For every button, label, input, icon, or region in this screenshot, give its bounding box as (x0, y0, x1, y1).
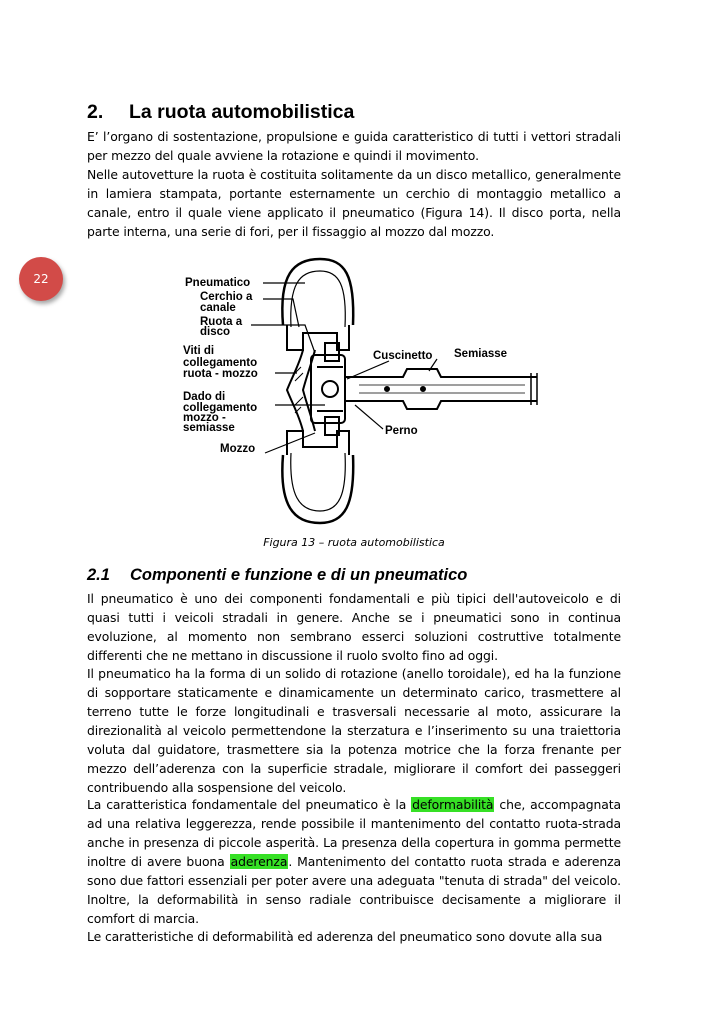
label-viti-1: Viti di (183, 345, 215, 357)
label-cuscinetto: Cuscinetto (373, 350, 433, 362)
wheel-diagram (175, 255, 555, 535)
label-ruota-1: Ruota a (200, 316, 243, 328)
label-semiasse: Semiasse (454, 348, 508, 360)
label-viti-2: collegamento (183, 357, 258, 369)
label-dado-2: collegamento (183, 402, 258, 414)
label-dado-3: mozzo - (183, 412, 226, 424)
subsection-paragraph-2: Il pneumatico ha la forma di un solido di rotazione (anello toroidale), ed ha la funzione di sopportare staticamente e dinamicamente un determinato carico, trasmettere al terreno tutte le forze longitudinali e trasversali necessarie al moto, assicurare la direzionalità al veicolo permettendone la sterzatura e l’inserimento su una traiettoria voluta dal guidatore, trasmettere sia la potenza motrice che la forza frenante per mezzo dell’aderenza con la superficie stradale, migliorare il comfort dei passeggeri contribuendo alla sospensione del veicolo. (87, 666, 621, 795)
subsection-title: Componenti e funzione e di un pneumatico (130, 566, 468, 584)
label-perno: Perno (385, 425, 418, 437)
section-paragraph-2: Nelle autovetture la ruota è costituita solitamente da un disco metallico, generalmente in lamiera stampata, portante esternamente un cerchio di montaggio metallico a canale, entro il quale viene applicato il pneumatico (Figura 14). Il disco porta, nella parte interna, una serie di fori, per il fissaggio al mozzo dal mozzo. (87, 167, 621, 239)
label-pneumatico: Pneumatico (185, 277, 251, 289)
subsection-number: 2.1 (87, 566, 110, 584)
label-cerchio-1: Cerchio a (200, 291, 253, 303)
subsection-paragraph-1: Il pneumatico è uno dei componenti fondamentali e più tipici dell'autoveicolo e di quasi tutti i veicoli stradali in genere. Anche se i pneumatici sono in continua evoluzione, al momento non sembrano esserci soluzioni costruttive totalmente differenti che ne mettano in discussione il ruolo svolto fino ad oggi. (87, 591, 621, 663)
label-dado-1: Dado di (183, 391, 226, 403)
section-number: 2. (87, 101, 104, 123)
section-paragraph-1: E’ l’organo di sostentazione, propulsione e guida caratteristico di tutti i vettori stradali per mezzo del quale avviene la rotazione e quindi il movimento. (87, 129, 621, 163)
section-heading (87, 101, 354, 124)
highlight-deformabilita: deformabilità (412, 797, 494, 812)
highlight-aderenza: aderenza (230, 854, 288, 869)
subsection-heading (87, 566, 467, 585)
page-number: 22 (33, 272, 49, 286)
page-number-badge (19, 257, 63, 301)
figure-caption: Figura 13 – ruota automobilistica (263, 536, 445, 549)
label-viti-3: ruota - mozzo (183, 368, 258, 380)
label-ruota-2: disco (200, 326, 231, 338)
label-mozzo: Mozzo (220, 443, 256, 455)
subsection-paragraph-4: Le caratteristiche di deformabilità ed aderenza del pneumatico sono dovute alla sua (87, 929, 603, 944)
label-cerchio-2: canale (200, 302, 236, 314)
subsection-paragraph-3: La caratteristica fondamentale del pneumatico è la deformabilità che, accompagnata ad una relativa leggerezza, rende possibile il mantenimento del contatto ruota-strada anche in presenza di piccole asperità. La presenza della copertura in gomma permette inoltre di avere buona aderenza. Mantenimento del contatto ruota strada e aderenza sono due fattori essenziali per poter avere una adeguata "tenuta di strada" del veicolo. Inoltre, la deformabilità in senso radiale contribuisce decisamente a migliorare il comfort di marcia. (87, 797, 621, 926)
label-dado-4: semiasse (183, 422, 235, 434)
section-title: La ruota automobilistica (129, 101, 355, 123)
